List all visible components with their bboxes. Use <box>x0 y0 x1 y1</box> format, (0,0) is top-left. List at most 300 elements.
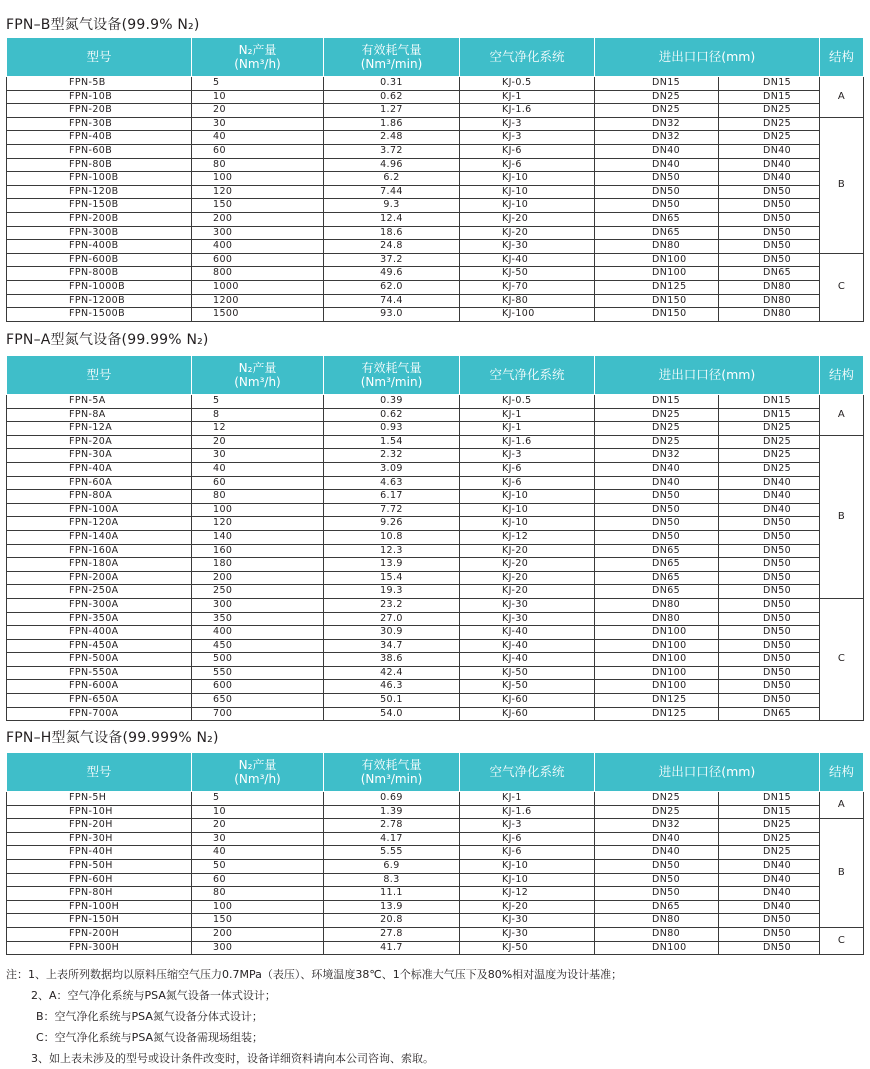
section-title-fpn-a: FPN–A型氮气设备(99.99% N₂) <box>6 332 209 348</box>
cell-air-system: KJ-0.5 <box>460 395 595 409</box>
cell-air-consumption: 23.2 <box>324 598 460 612</box>
cell-air-system: KJ-1 <box>460 422 595 436</box>
cell-inlet-diameter: DN50 <box>595 490 719 504</box>
cell-air-consumption: 9.3 <box>324 199 460 213</box>
cell-model: FPN-200B <box>7 212 192 226</box>
section-title-fpn-h: FPN–H型氮气设备(99.999% N₂) <box>6 730 219 746</box>
table-row <box>7 666 864 680</box>
table-row <box>7 859 864 873</box>
cell-model: FPN-500A <box>7 653 192 667</box>
note-2: 2、A：空气净化系统与PSA氮气设备一体式设计； <box>31 989 276 1002</box>
cell-structure-type: C <box>820 253 864 321</box>
table-row <box>7 914 864 928</box>
cell-inlet-diameter: DN100 <box>595 639 719 653</box>
cell-model: FPN-200A <box>7 571 192 585</box>
header-port-diameter: 进出口口径(mm) <box>595 38 820 77</box>
spec-table-fpn-a <box>6 355 864 721</box>
cell-air-consumption: 30.9 <box>324 626 460 640</box>
cell-inlet-diameter: DN25 <box>595 408 719 422</box>
table-row <box>7 104 864 118</box>
cell-air-system: KJ-0.5 <box>460 77 595 91</box>
cell-inlet-diameter: DN32 <box>595 819 719 833</box>
cell-n2-flow: 60 <box>192 873 324 887</box>
cell-air-system: KJ-60 <box>460 694 595 708</box>
cell-model: FPN-100B <box>7 172 192 186</box>
cell-air-system: KJ-50 <box>460 680 595 694</box>
cell-air-system: KJ-50 <box>460 666 595 680</box>
cell-air-consumption: 12.4 <box>324 212 460 226</box>
cell-air-consumption: 3.09 <box>324 462 460 476</box>
cell-air-system: KJ-6 <box>460 846 595 860</box>
cell-n2-flow: 10 <box>192 805 324 819</box>
cell-air-consumption: 62.0 <box>324 280 460 294</box>
table-row <box>7 185 864 199</box>
table-row <box>7 172 864 186</box>
cell-inlet-diameter: DN65 <box>595 212 719 226</box>
cell-inlet-diameter: DN125 <box>595 707 719 721</box>
cell-n2-flow: 30 <box>192 449 324 463</box>
cell-n2-flow: 40 <box>192 131 324 145</box>
cell-outlet-diameter: DN40 <box>719 503 820 517</box>
cell-air-consumption: 42.4 <box>324 666 460 680</box>
cell-air-system: KJ-20 <box>460 226 595 240</box>
cell-air-system: KJ-1 <box>460 90 595 104</box>
cell-air-consumption: 0.31 <box>324 77 460 91</box>
cell-n2-flow: 400 <box>192 240 324 254</box>
table-row <box>7 941 864 955</box>
cell-air-system: KJ-3 <box>460 819 595 833</box>
cell-inlet-diameter: DN65 <box>595 585 719 599</box>
cell-inlet-diameter: DN25 <box>595 104 719 118</box>
cell-model: FPN-700A <box>7 707 192 721</box>
cell-model: FPN-600B <box>7 253 192 267</box>
cell-n2-flow: 1500 <box>192 308 324 322</box>
table-row <box>7 653 864 667</box>
cell-air-consumption: 41.7 <box>324 941 460 955</box>
cell-air-consumption: 2.78 <box>324 819 460 833</box>
cell-inlet-diameter: DN125 <box>595 280 719 294</box>
cell-inlet-diameter: DN40 <box>595 476 719 490</box>
cell-outlet-diameter: DN25 <box>719 104 820 118</box>
table-row <box>7 819 864 833</box>
cell-model: FPN-1000B <box>7 280 192 294</box>
table-row <box>7 639 864 653</box>
cell-inlet-diameter: DN80 <box>595 612 719 626</box>
cell-n2-flow: 350 <box>192 612 324 626</box>
cell-air-system: KJ-10 <box>460 503 595 517</box>
cell-model: FPN-20H <box>7 819 192 833</box>
cell-n2-flow: 140 <box>192 530 324 544</box>
cell-n2-flow: 60 <box>192 476 324 490</box>
cell-outlet-diameter: DN50 <box>719 185 820 199</box>
cell-inlet-diameter: DN50 <box>595 172 719 186</box>
cell-outlet-diameter: DN50 <box>719 571 820 585</box>
cell-inlet-diameter: DN50 <box>595 873 719 887</box>
cell-inlet-diameter: DN65 <box>595 544 719 558</box>
cell-n2-flow: 80 <box>192 490 324 504</box>
cell-n2-flow: 600 <box>192 680 324 694</box>
table-row <box>7 449 864 463</box>
cell-air-consumption: 24.8 <box>324 240 460 254</box>
cell-air-system: KJ-60 <box>460 707 595 721</box>
table-row <box>7 90 864 104</box>
cell-outlet-diameter: DN40 <box>719 490 820 504</box>
cell-n2-flow: 550 <box>192 666 324 680</box>
cell-inlet-diameter: DN25 <box>595 792 719 806</box>
cell-model: FPN-400A <box>7 626 192 640</box>
cell-air-system: KJ-30 <box>460 927 595 941</box>
cell-structure-type: C <box>820 927 864 954</box>
cell-inlet-diameter: DN100 <box>595 253 719 267</box>
header-consumption: 有效耗气量 (Nm³/min) <box>324 753 460 792</box>
cell-model: FPN-650A <box>7 694 192 708</box>
cell-n2-flow: 30 <box>192 117 324 131</box>
cell-inlet-diameter: DN50 <box>595 199 719 213</box>
table-row <box>7 462 864 476</box>
cell-air-consumption: 34.7 <box>324 639 460 653</box>
cell-model: FPN-30H <box>7 832 192 846</box>
cell-model: FPN-50H <box>7 859 192 873</box>
cell-n2-flow: 150 <box>192 199 324 213</box>
cell-n2-flow: 450 <box>192 639 324 653</box>
header-port-diameter: 进出口口径(mm) <box>595 356 820 395</box>
cell-air-consumption: 4.96 <box>324 158 460 172</box>
cell-inlet-diameter: DN32 <box>595 117 719 131</box>
table-row <box>7 280 864 294</box>
table-header-row <box>7 753 864 792</box>
cell-air-system: KJ-1.6 <box>460 435 595 449</box>
cell-model: FPN-350A <box>7 612 192 626</box>
cell-air-consumption: 6.2 <box>324 172 460 186</box>
cell-inlet-diameter: DN50 <box>595 859 719 873</box>
table-row <box>7 212 864 226</box>
cell-outlet-diameter: DN25 <box>719 846 820 860</box>
cell-inlet-diameter: DN32 <box>595 449 719 463</box>
cell-inlet-diameter: DN65 <box>595 558 719 572</box>
cell-air-consumption: 74.4 <box>324 294 460 308</box>
cell-n2-flow: 200 <box>192 571 324 585</box>
cell-n2-flow: 150 <box>192 914 324 928</box>
table-row <box>7 805 864 819</box>
cell-air-system: KJ-40 <box>460 639 595 653</box>
cell-air-consumption: 7.44 <box>324 185 460 199</box>
cell-inlet-diameter: DN25 <box>595 422 719 436</box>
cell-inlet-diameter: DN150 <box>595 308 719 322</box>
cell-air-consumption: 4.17 <box>324 832 460 846</box>
cell-n2-flow: 5 <box>192 77 324 91</box>
cell-outlet-diameter: DN50 <box>719 694 820 708</box>
cell-air-consumption: 4.63 <box>324 476 460 490</box>
table-row <box>7 131 864 145</box>
cell-air-consumption: 2.48 <box>324 131 460 145</box>
cell-inlet-diameter: DN150 <box>595 294 719 308</box>
cell-n2-flow: 180 <box>192 558 324 572</box>
cell-model: FPN-1200B <box>7 294 192 308</box>
cell-air-system: KJ-3 <box>460 449 595 463</box>
cell-air-consumption: 10.8 <box>324 530 460 544</box>
cell-n2-flow: 80 <box>192 887 324 901</box>
table-row <box>7 544 864 558</box>
cell-inlet-diameter: DN100 <box>595 680 719 694</box>
cell-air-consumption: 1.54 <box>324 435 460 449</box>
cell-air-consumption: 50.1 <box>324 694 460 708</box>
cell-n2-flow: 30 <box>192 832 324 846</box>
cell-n2-flow: 250 <box>192 585 324 599</box>
cell-model: FPN-8A <box>7 408 192 422</box>
cell-structure-type: A <box>820 792 864 819</box>
table-row <box>7 199 864 213</box>
table-row <box>7 846 864 860</box>
cell-model: FPN-100A <box>7 503 192 517</box>
cell-n2-flow: 5 <box>192 395 324 409</box>
cell-model: FPN-250A <box>7 585 192 599</box>
cell-model: FPN-550A <box>7 666 192 680</box>
cell-n2-flow: 20 <box>192 819 324 833</box>
cell-air-consumption: 7.72 <box>324 503 460 517</box>
cell-air-consumption: 15.4 <box>324 571 460 585</box>
cell-model: FPN-30B <box>7 117 192 131</box>
cell-n2-flow: 60 <box>192 144 324 158</box>
cell-outlet-diameter: DN25 <box>719 449 820 463</box>
table-row <box>7 612 864 626</box>
cell-air-consumption: 2.32 <box>324 449 460 463</box>
cell-inlet-diameter: DN25 <box>595 435 719 449</box>
header-structure: 结构 <box>820 38 864 77</box>
cell-model: FPN-80H <box>7 887 192 901</box>
cell-inlet-diameter: DN15 <box>595 395 719 409</box>
table-row <box>7 77 864 91</box>
cell-air-consumption: 8.3 <box>324 873 460 887</box>
cell-inlet-diameter: DN80 <box>595 240 719 254</box>
cell-outlet-diameter: DN50 <box>719 927 820 941</box>
table-row <box>7 900 864 914</box>
cell-inlet-diameter: DN100 <box>595 653 719 667</box>
cell-n2-flow: 40 <box>192 846 324 860</box>
cell-inlet-diameter: DN100 <box>595 626 719 640</box>
cell-inlet-diameter: DN25 <box>595 805 719 819</box>
cell-outlet-diameter: DN25 <box>719 117 820 131</box>
cell-air-system: KJ-1 <box>460 408 595 422</box>
table-row <box>7 240 864 254</box>
cell-outlet-diameter: DN50 <box>719 240 820 254</box>
note-3: 3、如上表未涉及的型号或设计条件改变时，设备详细资料请向本公司咨询、索取。 <box>31 1052 434 1065</box>
spec-table-fpn-h <box>6 752 864 955</box>
cell-n2-flow: 20 <box>192 435 324 449</box>
cell-air-consumption: 1.27 <box>324 104 460 118</box>
table-row <box>7 226 864 240</box>
cell-outlet-diameter: DN50 <box>719 517 820 531</box>
cell-model: FPN-600A <box>7 680 192 694</box>
cell-model: FPN-100H <box>7 900 192 914</box>
cell-n2-flow: 800 <box>192 267 324 281</box>
cell-air-consumption: 38.6 <box>324 653 460 667</box>
cell-model: FPN-300A <box>7 598 192 612</box>
cell-outlet-diameter: DN25 <box>719 819 820 833</box>
cell-model: FPN-300B <box>7 226 192 240</box>
cell-n2-flow: 300 <box>192 598 324 612</box>
cell-air-consumption: 37.2 <box>324 253 460 267</box>
cell-model: FPN-5B <box>7 77 192 91</box>
cell-model: FPN-40H <box>7 846 192 860</box>
table-row <box>7 558 864 572</box>
cell-air-consumption: 3.72 <box>324 144 460 158</box>
cell-inlet-diameter: DN50 <box>595 530 719 544</box>
cell-model: FPN-30A <box>7 449 192 463</box>
table-header-row <box>7 38 864 77</box>
table-row <box>7 395 864 409</box>
cell-outlet-diameter: DN50 <box>719 666 820 680</box>
table-row <box>7 490 864 504</box>
cell-air-system: KJ-30 <box>460 240 595 254</box>
cell-model: FPN-40B <box>7 131 192 145</box>
cell-air-system: KJ-20 <box>460 558 595 572</box>
cell-inlet-diameter: DN40 <box>595 144 719 158</box>
cell-air-system: KJ-12 <box>460 887 595 901</box>
cell-air-consumption: 11.1 <box>324 887 460 901</box>
cell-n2-flow: 100 <box>192 503 324 517</box>
cell-model: FPN-160A <box>7 544 192 558</box>
cell-n2-flow: 80 <box>192 158 324 172</box>
cell-n2-flow: 5 <box>192 792 324 806</box>
cell-model: FPN-5H <box>7 792 192 806</box>
header-model: 型号 <box>7 753 192 792</box>
cell-air-consumption: 93.0 <box>324 308 460 322</box>
cell-outlet-diameter: DN25 <box>719 832 820 846</box>
cell-model: FPN-180A <box>7 558 192 572</box>
cell-inlet-diameter: DN50 <box>595 517 719 531</box>
cell-model: FPN-400B <box>7 240 192 254</box>
cell-model: FPN-20B <box>7 104 192 118</box>
cell-n2-flow: 500 <box>192 653 324 667</box>
cell-air-system: KJ-30 <box>460 598 595 612</box>
cell-model: FPN-300H <box>7 941 192 955</box>
cell-n2-flow: 120 <box>192 185 324 199</box>
cell-inlet-diameter: DN40 <box>595 846 719 860</box>
cell-air-system: KJ-40 <box>460 626 595 640</box>
cell-outlet-diameter: DN50 <box>719 212 820 226</box>
cell-air-consumption: 0.39 <box>324 395 460 409</box>
header-flow: N₂产量 (Nm³/h) <box>192 38 324 77</box>
cell-air-system: KJ-6 <box>460 158 595 172</box>
cell-model: FPN-12A <box>7 422 192 436</box>
table-row <box>7 503 864 517</box>
cell-outlet-diameter: DN50 <box>719 544 820 558</box>
cell-outlet-diameter: DN15 <box>719 90 820 104</box>
cell-n2-flow: 100 <box>192 172 324 186</box>
cell-outlet-diameter: DN15 <box>719 792 820 806</box>
cell-outlet-diameter: DN65 <box>719 707 820 721</box>
cell-model: FPN-20A <box>7 435 192 449</box>
cell-air-system: KJ-6 <box>460 144 595 158</box>
cell-n2-flow: 40 <box>192 462 324 476</box>
note-1: 注：1、上表所列数据均以原料压缩空气压力0.7MPa（表压）、环境温度38℃、1个标准大气压下及80%相对温度为设计基准； <box>6 968 623 981</box>
cell-outlet-diameter: DN80 <box>719 294 820 308</box>
cell-outlet-diameter: DN50 <box>719 558 820 572</box>
cell-outlet-diameter: DN25 <box>719 435 820 449</box>
cell-air-system: KJ-10 <box>460 873 595 887</box>
cell-inlet-diameter: DN50 <box>595 503 719 517</box>
cell-inlet-diameter: DN125 <box>595 694 719 708</box>
table-row <box>7 530 864 544</box>
cell-inlet-diameter: DN100 <box>595 267 719 281</box>
cell-outlet-diameter: DN40 <box>719 144 820 158</box>
cell-outlet-diameter: DN25 <box>719 462 820 476</box>
cell-model: FPN-140A <box>7 530 192 544</box>
cell-inlet-diameter: DN100 <box>595 666 719 680</box>
cell-air-system: KJ-6 <box>460 832 595 846</box>
cell-air-system: KJ-1.6 <box>460 104 595 118</box>
cell-air-system: KJ-10 <box>460 517 595 531</box>
header-flow: N₂产量 (Nm³/h) <box>192 753 324 792</box>
cell-air-system: KJ-10 <box>460 199 595 213</box>
cell-inlet-diameter: DN32 <box>595 131 719 145</box>
cell-air-consumption: 0.93 <box>324 422 460 436</box>
table-row <box>7 626 864 640</box>
cell-air-system: KJ-10 <box>460 172 595 186</box>
cell-inlet-diameter: DN15 <box>595 77 719 91</box>
cell-n2-flow: 300 <box>192 941 324 955</box>
cell-structure-type: B <box>820 819 864 928</box>
table-row <box>7 158 864 172</box>
cell-outlet-diameter: DN50 <box>719 680 820 694</box>
cell-air-system: KJ-40 <box>460 653 595 667</box>
cell-air-consumption: 13.9 <box>324 900 460 914</box>
cell-n2-flow: 120 <box>192 517 324 531</box>
cell-outlet-diameter: DN40 <box>719 476 820 490</box>
cell-n2-flow: 200 <box>192 927 324 941</box>
table-row <box>7 476 864 490</box>
table-row <box>7 267 864 281</box>
cell-n2-flow: 1200 <box>192 294 324 308</box>
table-row <box>7 422 864 436</box>
table-row <box>7 435 864 449</box>
cell-model: FPN-60A <box>7 476 192 490</box>
table-row <box>7 927 864 941</box>
cell-outlet-diameter: DN50 <box>719 914 820 928</box>
cell-outlet-diameter: DN15 <box>719 408 820 422</box>
header-air-system: 空气净化系统 <box>460 38 595 77</box>
cell-outlet-diameter: DN40 <box>719 900 820 914</box>
cell-air-system: KJ-70 <box>460 280 595 294</box>
header-air-system: 空气净化系统 <box>460 356 595 395</box>
cell-outlet-diameter: DN50 <box>719 653 820 667</box>
table-row <box>7 887 864 901</box>
table-row <box>7 707 864 721</box>
cell-n2-flow: 20 <box>192 104 324 118</box>
cell-air-system: KJ-6 <box>460 476 595 490</box>
cell-air-system: KJ-20 <box>460 544 595 558</box>
table-row <box>7 408 864 422</box>
table-row <box>7 694 864 708</box>
cell-air-consumption: 18.6 <box>324 226 460 240</box>
cell-air-system: KJ-10 <box>460 859 595 873</box>
cell-air-system: KJ-20 <box>460 571 595 585</box>
cell-outlet-diameter: DN25 <box>719 422 820 436</box>
table-row <box>7 571 864 585</box>
cell-air-system: KJ-12 <box>460 530 595 544</box>
cell-outlet-diameter: DN15 <box>719 77 820 91</box>
cell-air-system: KJ-20 <box>460 900 595 914</box>
cell-inlet-diameter: DN25 <box>595 90 719 104</box>
cell-n2-flow: 1000 <box>192 280 324 294</box>
cell-n2-flow: 50 <box>192 859 324 873</box>
cell-air-system: KJ-20 <box>460 212 595 226</box>
cell-n2-flow: 10 <box>192 90 324 104</box>
cell-air-consumption: 6.17 <box>324 490 460 504</box>
cell-outlet-diameter: DN15 <box>719 395 820 409</box>
cell-model: FPN-450A <box>7 639 192 653</box>
table-row <box>7 873 864 887</box>
